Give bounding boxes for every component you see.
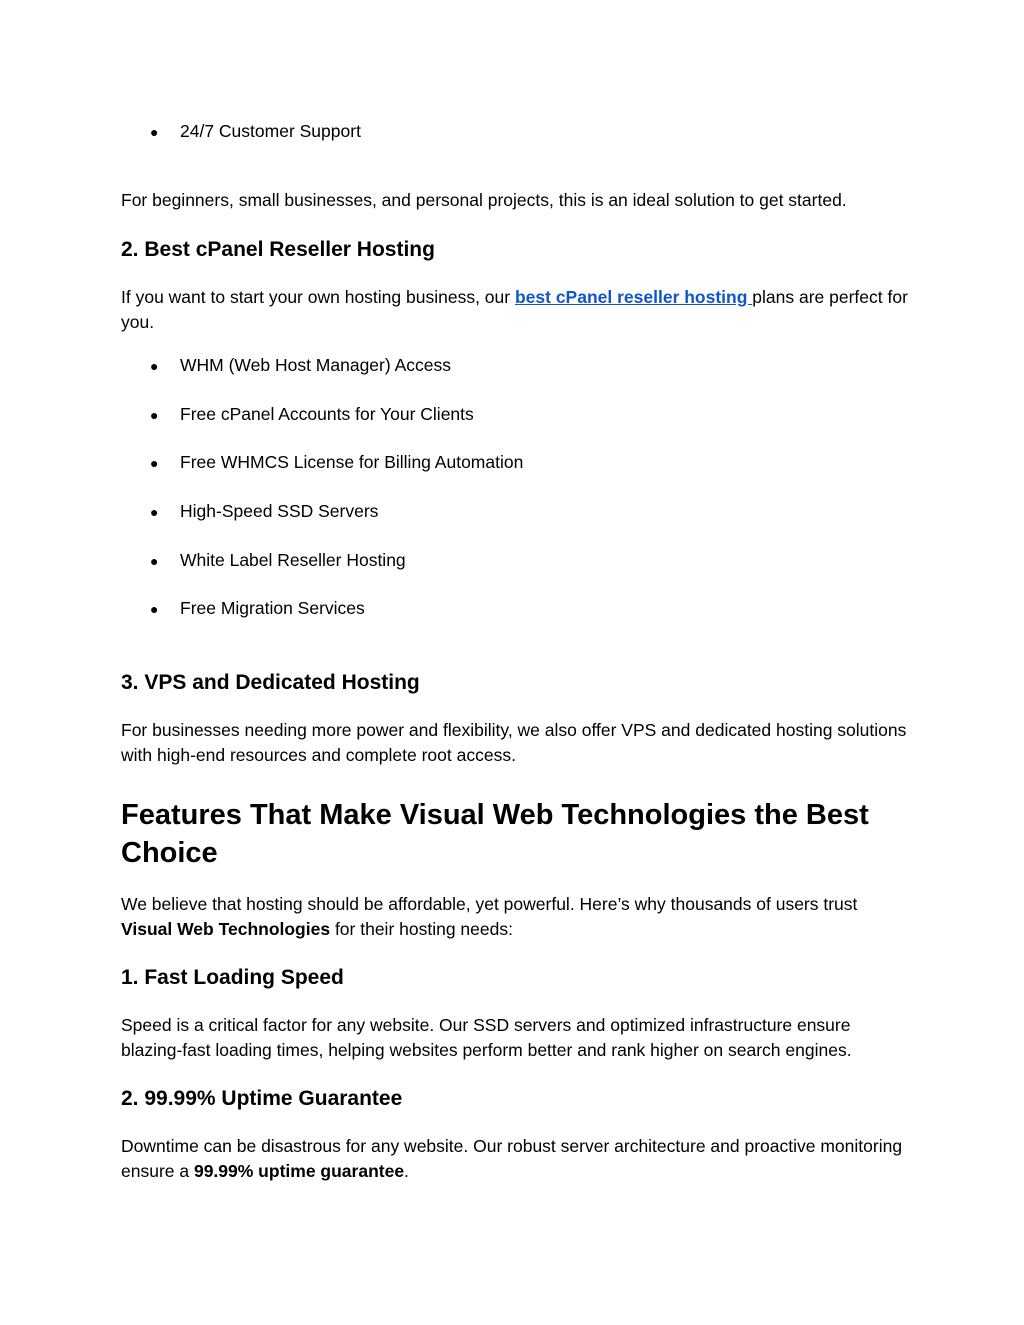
intro-paragraph: For beginners, small businesses, and personal projects, this is an ideal solution to get started. [121, 190, 847, 210]
list-item-text: High-Speed SSD Servers [180, 501, 379, 521]
list-item [150, 353, 451, 377]
section-heading: 2. 99.99% Uptime Guarantee [121, 1087, 403, 1110]
reseller-text-end: plans are perfect for you. [121, 287, 908, 332]
bullet-icon: ● [150, 553, 159, 569]
uptime-text: Downtime can be disastrous for any website. Our robust server architecture and proactive monitoring ensure a [121, 1136, 903, 1181]
bullet-icon: ● [150, 407, 159, 423]
reseller-hosting-link[interactable]: best cPanel reseller hosting [514, 287, 753, 307]
section-heading: 3. VPS and Dedicated Hosting [121, 671, 420, 694]
list-item-text: Free Migration Services [180, 598, 365, 618]
page-title: Features That Make Visual Web Technologies the Best Choice [121, 799, 869, 869]
features-intro-text: We believe that hosting should be affordable, yet powerful. Here’s why thousands of users trust [121, 894, 858, 914]
uptime-paragraph [121, 1134, 911, 1183]
features-intro-paragraph [121, 892, 911, 941]
list-item-text: WHM (Web Host Manager) Access [180, 355, 451, 375]
vps-paragraph: For businesses needing more power and flexibility, we also offer VPS and dedicated hosting solutions with high-end resources and complete root access. [121, 720, 907, 765]
list-item [150, 499, 378, 523]
bullet-icon: ● [150, 601, 159, 617]
bullet-icon: ● [150, 124, 159, 140]
list-item [150, 119, 361, 143]
reseller-text-start: If you want to start your own hosting business, our [121, 287, 515, 307]
list-item-text: Free WHMCS License for Billing Automation [180, 452, 524, 472]
section-heading: 1. Fast Loading Speed [121, 966, 344, 989]
features-intro-text-end: for their hosting needs: [330, 918, 513, 939]
bullet-icon: ● [150, 358, 159, 374]
list-item-text: 24/7 Customer Support [180, 121, 361, 141]
section-heading: 2. Best cPanel Reseller Hosting [121, 238, 435, 261]
list-item [150, 596, 365, 620]
list-item [150, 402, 474, 426]
uptime-text-end: . [404, 1160, 409, 1181]
list-item [150, 450, 523, 474]
list-item-text: Free cPanel Accounts for Your Clients [180, 404, 474, 424]
reseller-paragraph [121, 285, 911, 334]
bullet-icon: ● [150, 504, 159, 520]
speed-paragraph: Speed is a critical factor for any website. Our SSD servers and optimized infrastructure ensure blazing-fast loading times, helping websites perform better and rank higher on search engines. [121, 1015, 852, 1060]
company-name: Visual Web Technologies [121, 918, 331, 939]
list-item [150, 548, 406, 572]
list-item-text: White Label Reseller Hosting [180, 550, 406, 570]
uptime-guarantee-bold: 99.99% uptime guarantee [193, 1160, 405, 1181]
bullet-icon: ● [150, 455, 159, 471]
